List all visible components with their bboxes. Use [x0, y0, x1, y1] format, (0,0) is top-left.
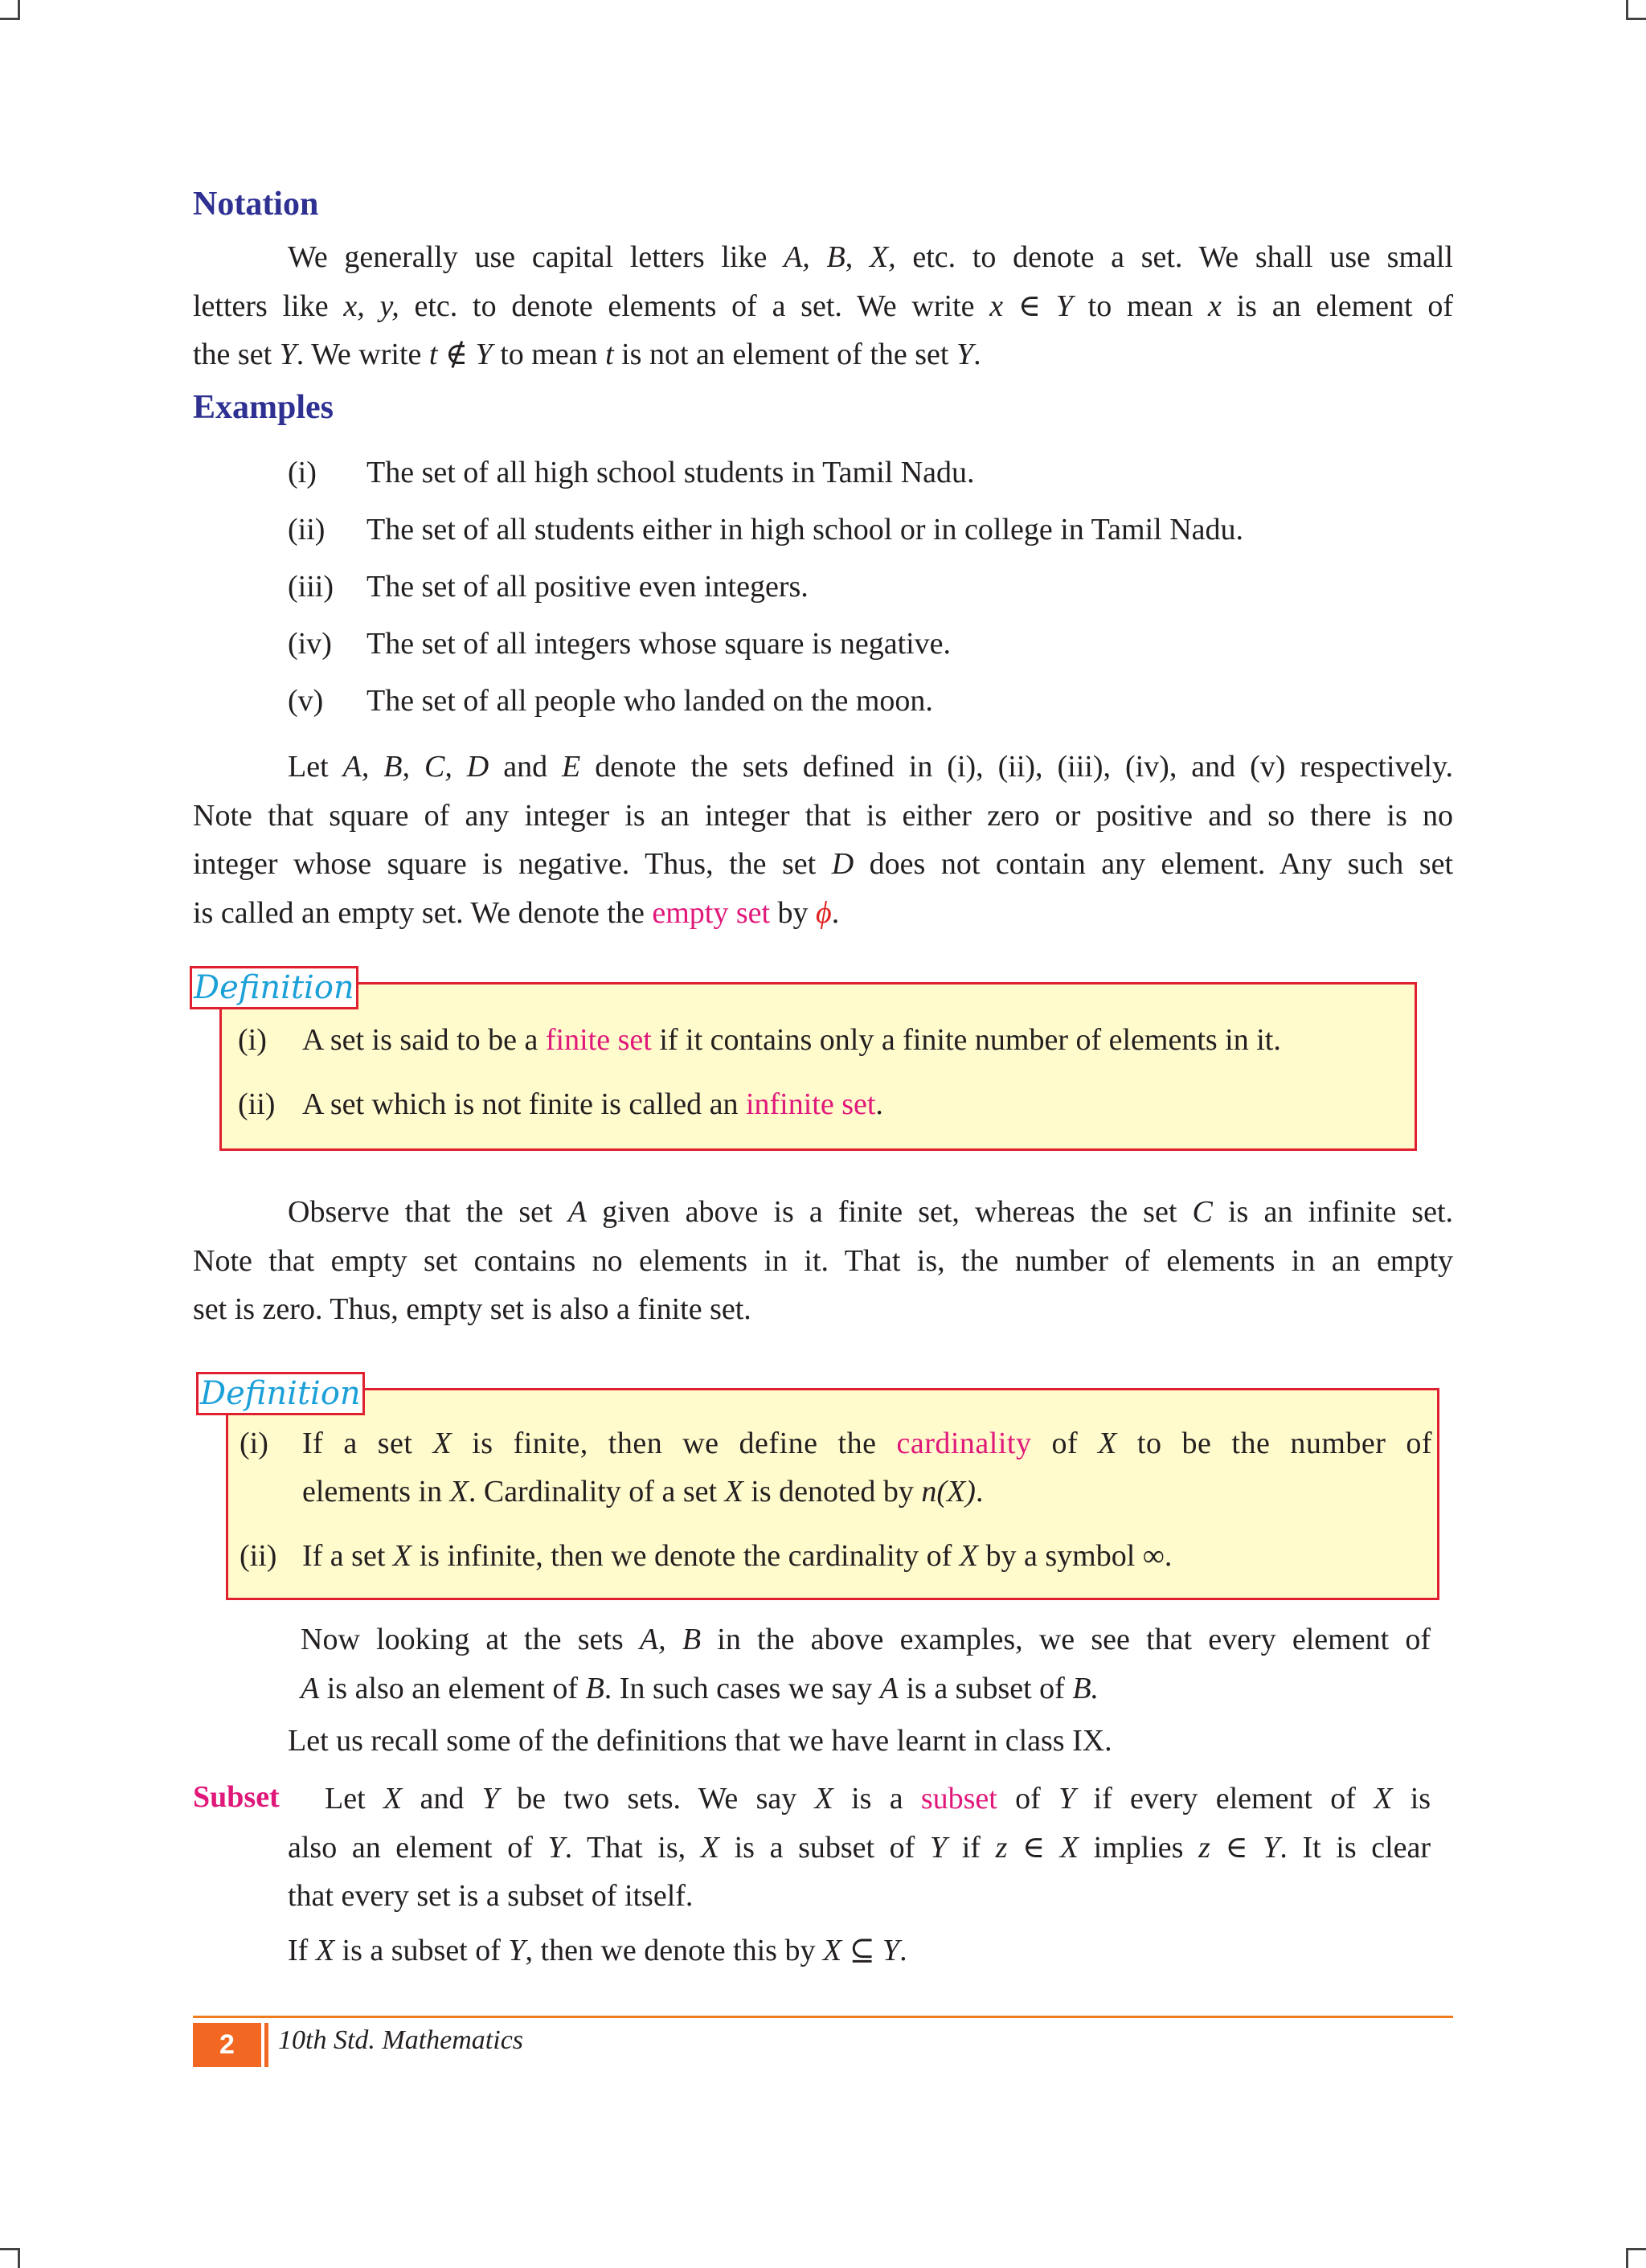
- crop-mark-bottom-right: [1626, 2248, 1646, 2268]
- definition-cardinality-row-cont: elements in X. Cardinality of a set X is denoted by n(X).: [302, 1475, 984, 1509]
- empty-line-2: Note that square of any integer is an integer that is either zero or positive and so there is no: [193, 798, 1453, 833]
- notation-line-1: We generally use capital letters like A, B, X, etc. to denote a set. We shall use small: [288, 240, 1454, 274]
- subset-definition-paragraph: [288, 1775, 1431, 1921]
- subset-intro-paragraph: [301, 1615, 1431, 1713]
- cardinality-term: cardinality: [896, 1427, 1032, 1460]
- subset-term: subset: [920, 1782, 997, 1816]
- observe-line-1: Observe that the set A given above is a finite set, whereas the set C is an infinite set.: [288, 1195, 1454, 1229]
- finite-set-term: finite set: [545, 1023, 652, 1057]
- definition-label: Definition: [196, 1372, 365, 1415]
- empty-set-term: empty set: [652, 895, 771, 930]
- book-title: 10th Std. Mathematics: [278, 2025, 524, 2055]
- empty-line-4: is called an empty set. We denote the empty set by ϕ.: [193, 895, 840, 930]
- observe-paragraph: [193, 1188, 1453, 1334]
- crop-mark-bottom-left: [0, 2248, 20, 2268]
- crop-mark-top-right: [1626, 0, 1646, 20]
- empty-line-3: integer whose square is negative. Thus, the set D does not contain any element. Any such set: [193, 847, 1454, 881]
- subset-line-3: that every set is a subset of itself.: [288, 1879, 694, 1913]
- definition-box-finite: [219, 982, 1417, 1151]
- recall-line: Let us recall some of the definitions that we have learnt in class IX.: [288, 1724, 1112, 1758]
- page-number-bar: [264, 2023, 268, 2067]
- infinity-symbol: ∞: [1142, 1539, 1165, 1573]
- subset-notation-line: If X is a subset of Y, then we denote this by X ⊆ Y.: [288, 1934, 907, 1967]
- subset-line-2: also an element of Y. That is, X is a subset of Y if z ∈ X implies z ∈ Y. It is clear: [288, 1830, 1431, 1865]
- subset-intro-line-2: A is also an element of B. In such cases we say A is a subset of B.: [301, 1671, 1099, 1705]
- crop-mark-top-left: [0, 0, 20, 20]
- empty-set-paragraph: [193, 743, 1453, 937]
- infinite-set-term: infinite set: [745, 1087, 876, 1121]
- page-number: 2: [193, 2023, 261, 2067]
- notation-line-2: letters like x, y, etc. to denote elements of a set. We write x ∈ Y to mean x is an element of: [193, 289, 1454, 323]
- examples-heading: Examples: [193, 389, 334, 426]
- footer-rule: [193, 2016, 1453, 2018]
- definition-label: Definition: [190, 966, 358, 1009]
- notation-heading: Notation: [193, 186, 319, 223]
- empty-set-symbol: ϕ: [816, 895, 832, 930]
- subset-intro-line-1: Now looking at the sets A, B in the above examples, we see that every element of: [301, 1623, 1431, 1656]
- notation-line-3: the set Y. We write t ∉ Y to mean t is not an element of the set Y.: [193, 338, 981, 371]
- subset-heading: Subset: [193, 1780, 280, 1814]
- notation-paragraph: [193, 233, 1453, 379]
- empty-line-1: Let A, B, C, D and E denote the sets defined in (i), (ii), (iii), (iv), and (v) respectively.: [288, 750, 1454, 784]
- observe-line-3: set is zero. Thus, empty set is also a finite set.: [193, 1292, 751, 1326]
- subset-line-1: Let X and Y be two sets. We say X is a subset of Y if every element of X is: [325, 1782, 1431, 1816]
- observe-line-2: Note that empty set contains no elements in it. That is, the number of elements in an empty: [193, 1243, 1453, 1278]
